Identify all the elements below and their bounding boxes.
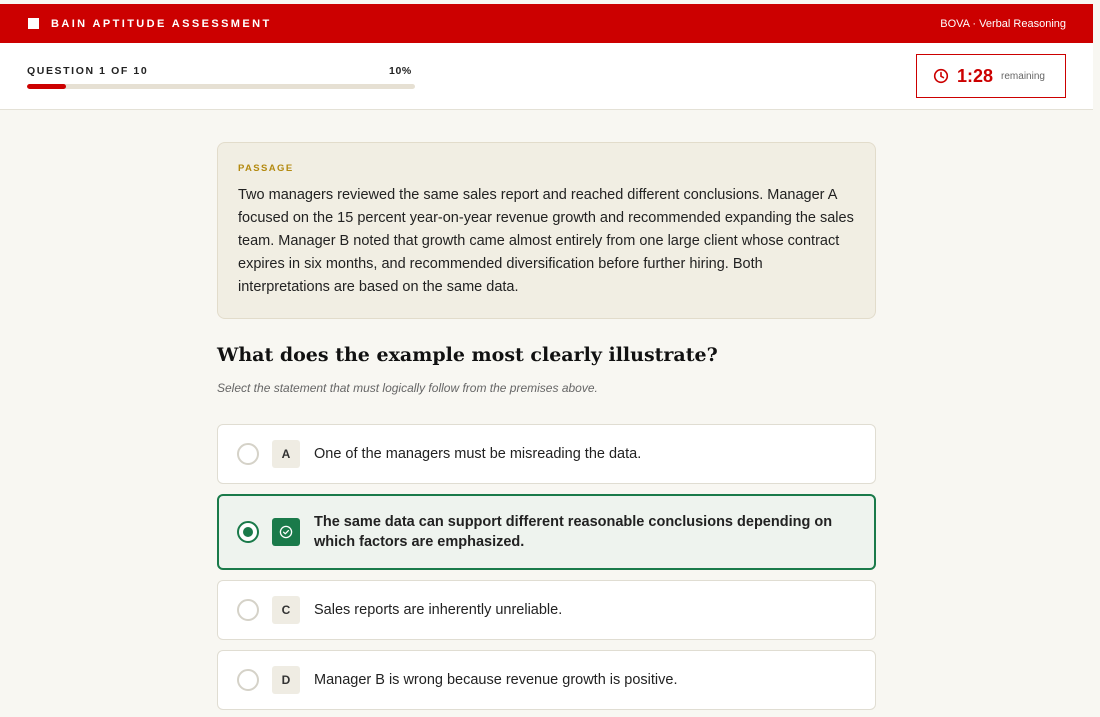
timer-value: 1:28	[957, 65, 994, 86]
radio-button-selected[interactable]	[237, 521, 259, 543]
square-logo-icon	[28, 18, 39, 29]
option-letter: D	[272, 666, 300, 694]
passage-text: Two managers reviewed the same sales report and reached different conclusions. Manager A focused on the 15 percent year-on-year revenue growth and recommended expanding the sales team. Manager B noted that growth came almost entirely from one large client whose contract expires in six months, and recommended diversification before further hiring. Both interpretations are based on the same data.	[238, 187, 854, 295]
clock-icon	[933, 68, 949, 84]
option-letter: A	[272, 440, 300, 468]
radio-button[interactable]	[237, 599, 259, 621]
top-bar	[0, 4, 1093, 43]
section-label: BOVA · Verbal Reasoning	[940, 17, 1066, 30]
progress-header	[0, 43, 1093, 110]
question-counter: QUESTION 1 OF 10	[27, 65, 149, 77]
check-circle-icon	[279, 525, 293, 539]
option-c[interactable]	[217, 580, 876, 640]
option-text: The same data can support different reasonable conclusions depending on which factors are emphasized.	[314, 513, 833, 550]
option-text: Manager B is wrong because revenue growth is positive.	[314, 671, 678, 688]
radio-button[interactable]	[237, 669, 259, 691]
brand	[28, 18, 272, 30]
passage-label: PASSAGE	[238, 163, 294, 174]
passage-card	[217, 142, 876, 319]
timer	[916, 54, 1066, 98]
option-a[interactable]	[217, 424, 876, 484]
progress-fill	[27, 84, 66, 89]
radio-button[interactable]	[237, 443, 259, 465]
option-check-badge	[272, 518, 300, 546]
option-text: One of the managers must be misreading the data.	[314, 445, 642, 462]
brand-title: BAIN APTITUDE ASSESSMENT	[51, 17, 272, 30]
option-d[interactable]	[217, 650, 876, 710]
timer-suffix: remaining	[1001, 70, 1045, 82]
progress-track	[27, 84, 415, 89]
question-hint: Select the statement that must logically follow from the premises above.	[217, 381, 598, 395]
option-b[interactable]	[217, 494, 876, 570]
option-text: Sales reports are inherently unreliable.	[314, 601, 563, 618]
option-letter: C	[272, 596, 300, 624]
question-title: What does the example most clearly illustrate?	[217, 344, 718, 366]
progress-percent: 10%	[389, 65, 412, 77]
